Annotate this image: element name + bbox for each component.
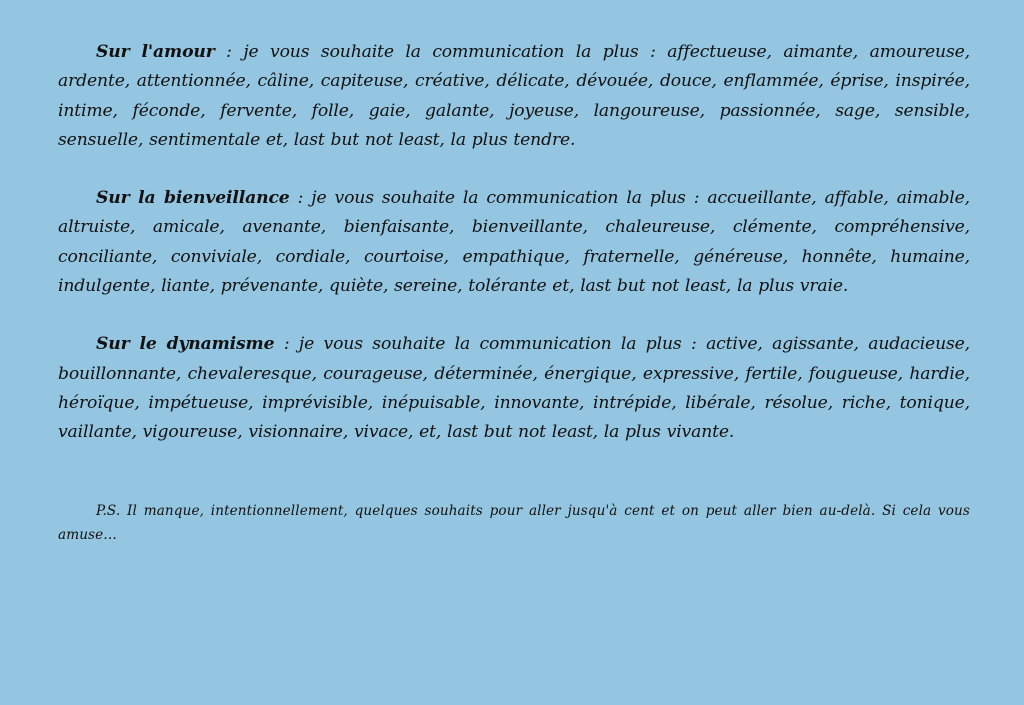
heading-amour: Sur l'amour bbox=[96, 42, 215, 62]
heading-dynamisme: Sur le dynamisme bbox=[96, 334, 275, 355]
paragraph-bienveillance bbox=[58, 184, 970, 301]
paragraph-dynamisme bbox=[58, 330, 970, 447]
postscript: P.S. Il manque, intentionnellement, quelques souhaits pour aller jusqu'à cent et on peut aller bien au-delà. Si cela vous amuse… bbox=[58, 502, 970, 543]
paragraph-bienveillance-text: : je vous souhaite la communication la plus : accueillante, affable, aimable, altruiste, amicale, avenante, bienfaisante, bienveillante, chaleureuse, clémente, compréhensive, conciliante, conviviale, cordiale, courtoise, empathique, fraternelle, généreuse, honnête, humaine, indulgente, liante, prévenante, quiète, sereine, tolérante et, last but not least, la plus vraie. bbox=[58, 188, 970, 297]
paragraph-dynamisme-text: : je vous souhaite la communication la plus : active, agissante, audacieuse, bouillonnante, chevaleresque, courageuse, déterminée, énergique, expressive, fertile, fougueuse, hardie, héroïque, impétueuse, imprévisible, inépuisable, innovante, intrépide, libérale, résolue, riche, tonique, vaillante, vigoureuse, visionnaire, vivace, et, last but not least, la plus vivante. bbox=[58, 334, 970, 443]
document-page bbox=[58, 38, 970, 547]
paragraph-amour bbox=[58, 38, 970, 155]
heading-bienveillance: Sur la bienveillance bbox=[96, 188, 290, 209]
paragraph-amour-text: : je vous souhaite la communication la plus : affectueuse, aimante, amoureuse, ardente, attentionnée, câline, capiteuse, créative, délicate, dévouée, douce, enflammée, éprise, inspirée, intime, féconde, fervente, folle, gaie, galante, joyeuse, langoureuse, passionnée, sage, sensible, sensuelle, sentimentale et, last but not least, la plus tendre. bbox=[58, 42, 970, 150]
